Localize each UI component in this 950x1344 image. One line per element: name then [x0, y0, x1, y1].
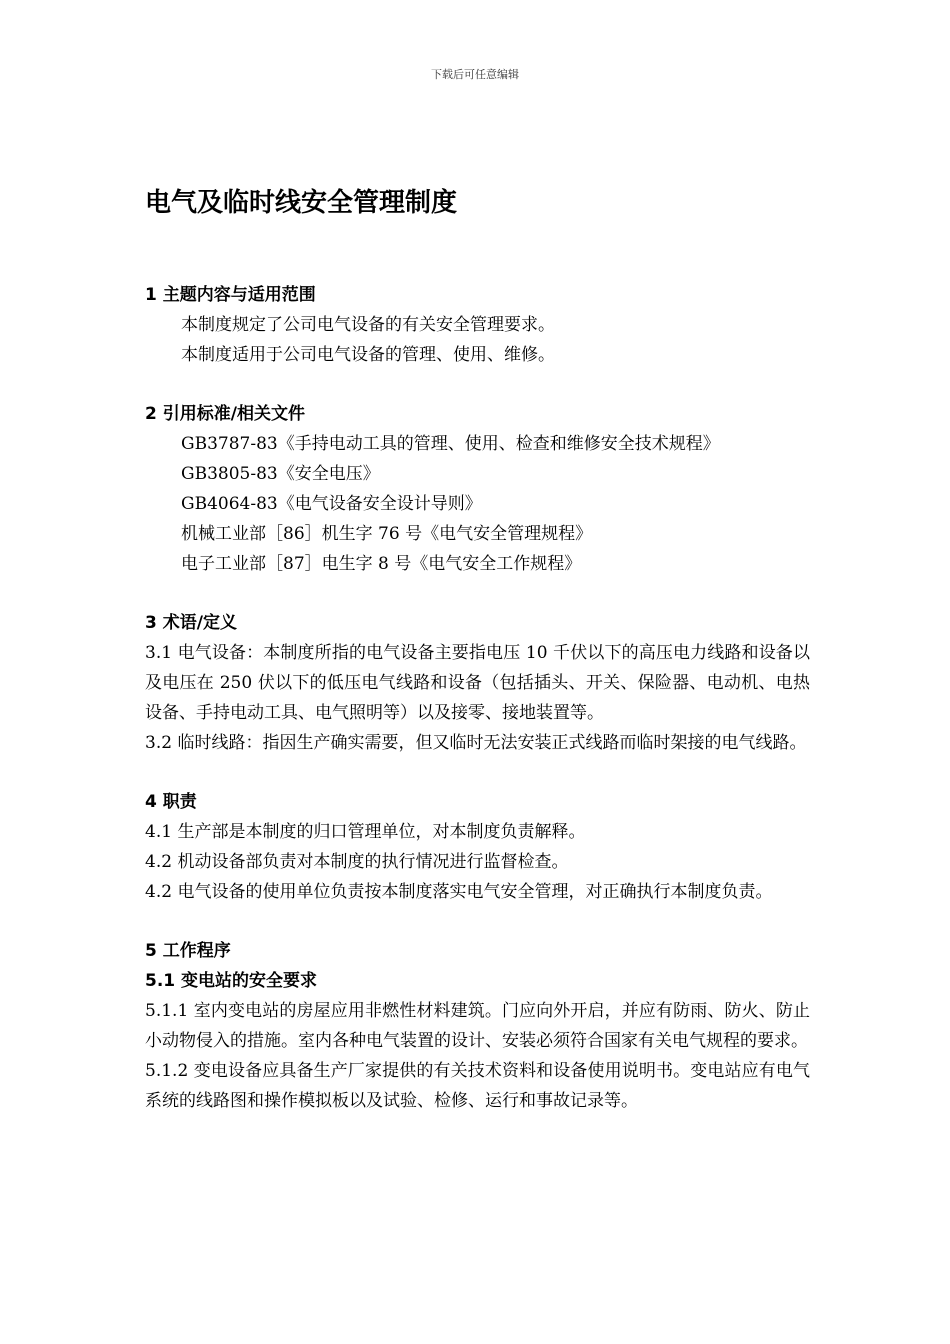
- section-references: [145, 399, 810, 579]
- section-procedure: [145, 936, 810, 1116]
- subsection-heading: 5.1 变电站的安全要求: [145, 971, 318, 991]
- section-heading: 2 引用标准/相关文件: [145, 404, 305, 424]
- section-heading: 3 术语/定义: [145, 613, 237, 633]
- reference-item: 机械工业部［86］机生字 76 号《电气安全管理规程》: [181, 524, 593, 544]
- body-paragraph: 4.2 电气设备的使用单位负责按本制度落实电气安全管理，对正确执行本制度负责。: [145, 882, 773, 902]
- reference-item: GB3805-83《安全电压》: [181, 464, 380, 484]
- body-line: 本制度规定了公司电气设备的有关安全管理要求。: [181, 315, 555, 335]
- section-responsibilities: [145, 787, 810, 907]
- body-paragraph: 3.1 电气设备：本制度所指的电气设备主要指电压 10 千伏以下的高压电力线路和设备以及电压在 250 伏以下的低压电气线路和设备（包括插头、开关、保险器、电动机、电热设备、手持电动工具、电气照明等）以及接零、接地装置等。: [145, 643, 810, 723]
- section-heading: 5 工作程序: [145, 941, 231, 961]
- body-paragraph: 3.2 临时线路：指因生产确实需要，但又临时无法安装正式线路而临时架接的电气线路。: [145, 733, 807, 753]
- section-heading: 4 职责: [145, 792, 197, 812]
- header-note: 下载后可任意编辑: [431, 68, 519, 81]
- section-definitions: [145, 608, 810, 758]
- body-line: 本制度适用于公司电气设备的管理、使用、维修。: [181, 345, 555, 365]
- body-paragraph: 5.1.1 室内变电站的房屋应用非燃性材料建筑。门应向外开启，并应有防雨、防火、防止小动物侵入的措施。室内各种电气装置的设计、安装必须符合国家有关电气规程的要求。: [145, 1001, 810, 1051]
- body-paragraph: 4.2 机动设备部负责对本制度的执行情况进行监督检查。: [145, 852, 569, 872]
- section-heading: 1 主题内容与适用范围: [145, 285, 316, 305]
- reference-item: 电子工业部［87］电生字 8 号《电气安全工作规程》: [181, 554, 582, 574]
- reference-item: GB3787-83《手持电动工具的管理、使用、检查和维修安全技术规程》: [181, 434, 720, 454]
- document-title: 电气及临时线安全管理制度: [145, 188, 458, 218]
- body-paragraph: 5.1.2 变电设备应具备生产厂家提供的有关技术资料和设备使用说明书。变电站应有电气系统的线路图和操作模拟板以及试验、检修、运行和事故记录等。: [145, 1061, 810, 1111]
- section-scope: [145, 280, 810, 370]
- reference-item: GB4064-83《电气设备安全设计导则》: [181, 494, 482, 514]
- document-body: [145, 280, 810, 1145]
- body-paragraph: 4.1 生产部是本制度的归口管理单位，对本制度负责解释。: [145, 822, 586, 842]
